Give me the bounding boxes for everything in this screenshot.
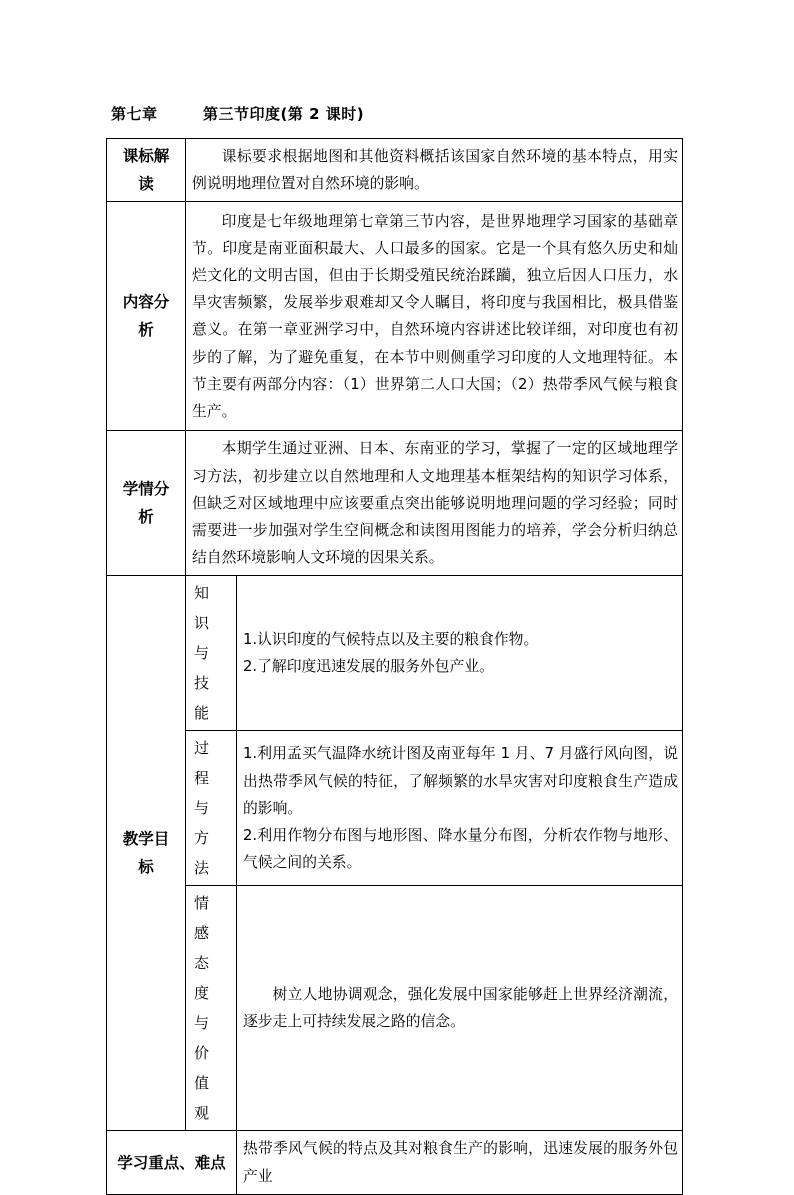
row-student-analysis	[107, 431, 683, 576]
document-heading	[111, 103, 364, 124]
knowledge-skills-label: 知识 与技 能	[186, 576, 237, 731]
curriculum-text: 课标要求根据地图和其他资料概括该国家自然环境的基本特点，用实例说明地理位置对自然环境的影响。	[186, 139, 683, 202]
row-content-analysis	[107, 202, 683, 431]
emotion-values-label: 情感 态度 与价 值观	[186, 886, 237, 1131]
process-item: 2.利用作物分布图与地形图、降水量分布图，分析农作物与地形、气候之间的关系。	[243, 827, 679, 872]
lesson-plan-table	[106, 138, 683, 1195]
process-methods-text	[237, 731, 683, 886]
row-curriculum	[107, 139, 683, 202]
row-objective-knowledge	[107, 576, 683, 731]
student-analysis-label: 学情分 析	[107, 431, 186, 576]
objectives-label: 教学目 标	[107, 576, 186, 1131]
process-methods-label: 过程 与方 法	[186, 731, 237, 886]
curriculum-label: 课标解 读	[107, 139, 186, 202]
section-title: 第三节印度(第 2 课时)	[203, 105, 365, 123]
student-analysis-text: 本期学生通过亚洲、日本、东南亚的学习，掌握了一定的区域地理学习方法，初步建立以自然地理和人文地理基本框架结构的知识学习体系，但缺乏对区域地理中应该要重点突出能够说明地理问题的学习经验；同时需要进一步加强对学生空间概念和读图用图能力的培养，学会分析归纳总结自然环境影响人文环境的因果关系。	[186, 431, 683, 576]
row-objective-emotion	[107, 886, 683, 1131]
process-item: 1.利用孟买气温降水统计图及南亚每年 1 月、7 月盛行风向图，说出热带季风气候的特征，了解频繁的水旱灾害对印度粮食生产造成的影响。	[243, 745, 679, 817]
emotion-values-text: 树立人地协调观念，强化发展中国家能够赶上世界经济潮流，逐步走上可持续发展之路的信念。	[237, 886, 683, 1131]
key-points-label: 学习重点、难点	[107, 1131, 237, 1194]
content-analysis-label: 内容分 析	[107, 202, 186, 431]
knowledge-item: 2.了解印度迅速发展的服务外包产业。	[243, 658, 494, 676]
knowledge-item: 1.认识印度的气候特点以及主要的粮食作物。	[243, 631, 539, 649]
chapter-title: 第七章	[111, 105, 158, 123]
knowledge-skills-text	[237, 576, 683, 731]
key-points-text: 热带季风气候的特点及其对粮食生产的影响，迅速发展的服务外包产业	[237, 1131, 683, 1194]
row-objective-process	[107, 731, 683, 886]
row-key-points	[107, 1131, 683, 1194]
content-analysis-text: 印度是七年级地理第七章第三节内容，是世界地理学习国家的基础章节。印度是南亚面积最大、人口最多的国家。它是一个具有悠久历史和灿烂文化的文明古国，但由于长期受殖民统治蹂躏，独立后因人口压力，水旱灾害频繁，发展举步艰难却又令人瞩目，将印度与我国相比，极具借鉴意义。在第一章亚洲学习中，自然环境内容讲述比较详细，对印度也有初步的了解，为了避免重复，在本节中则侧重学习印度的人文地理特征。本节主要有两部分内容：（1）世界第二人口大国；（2）热带季风气候与粮食生产。	[186, 202, 683, 431]
